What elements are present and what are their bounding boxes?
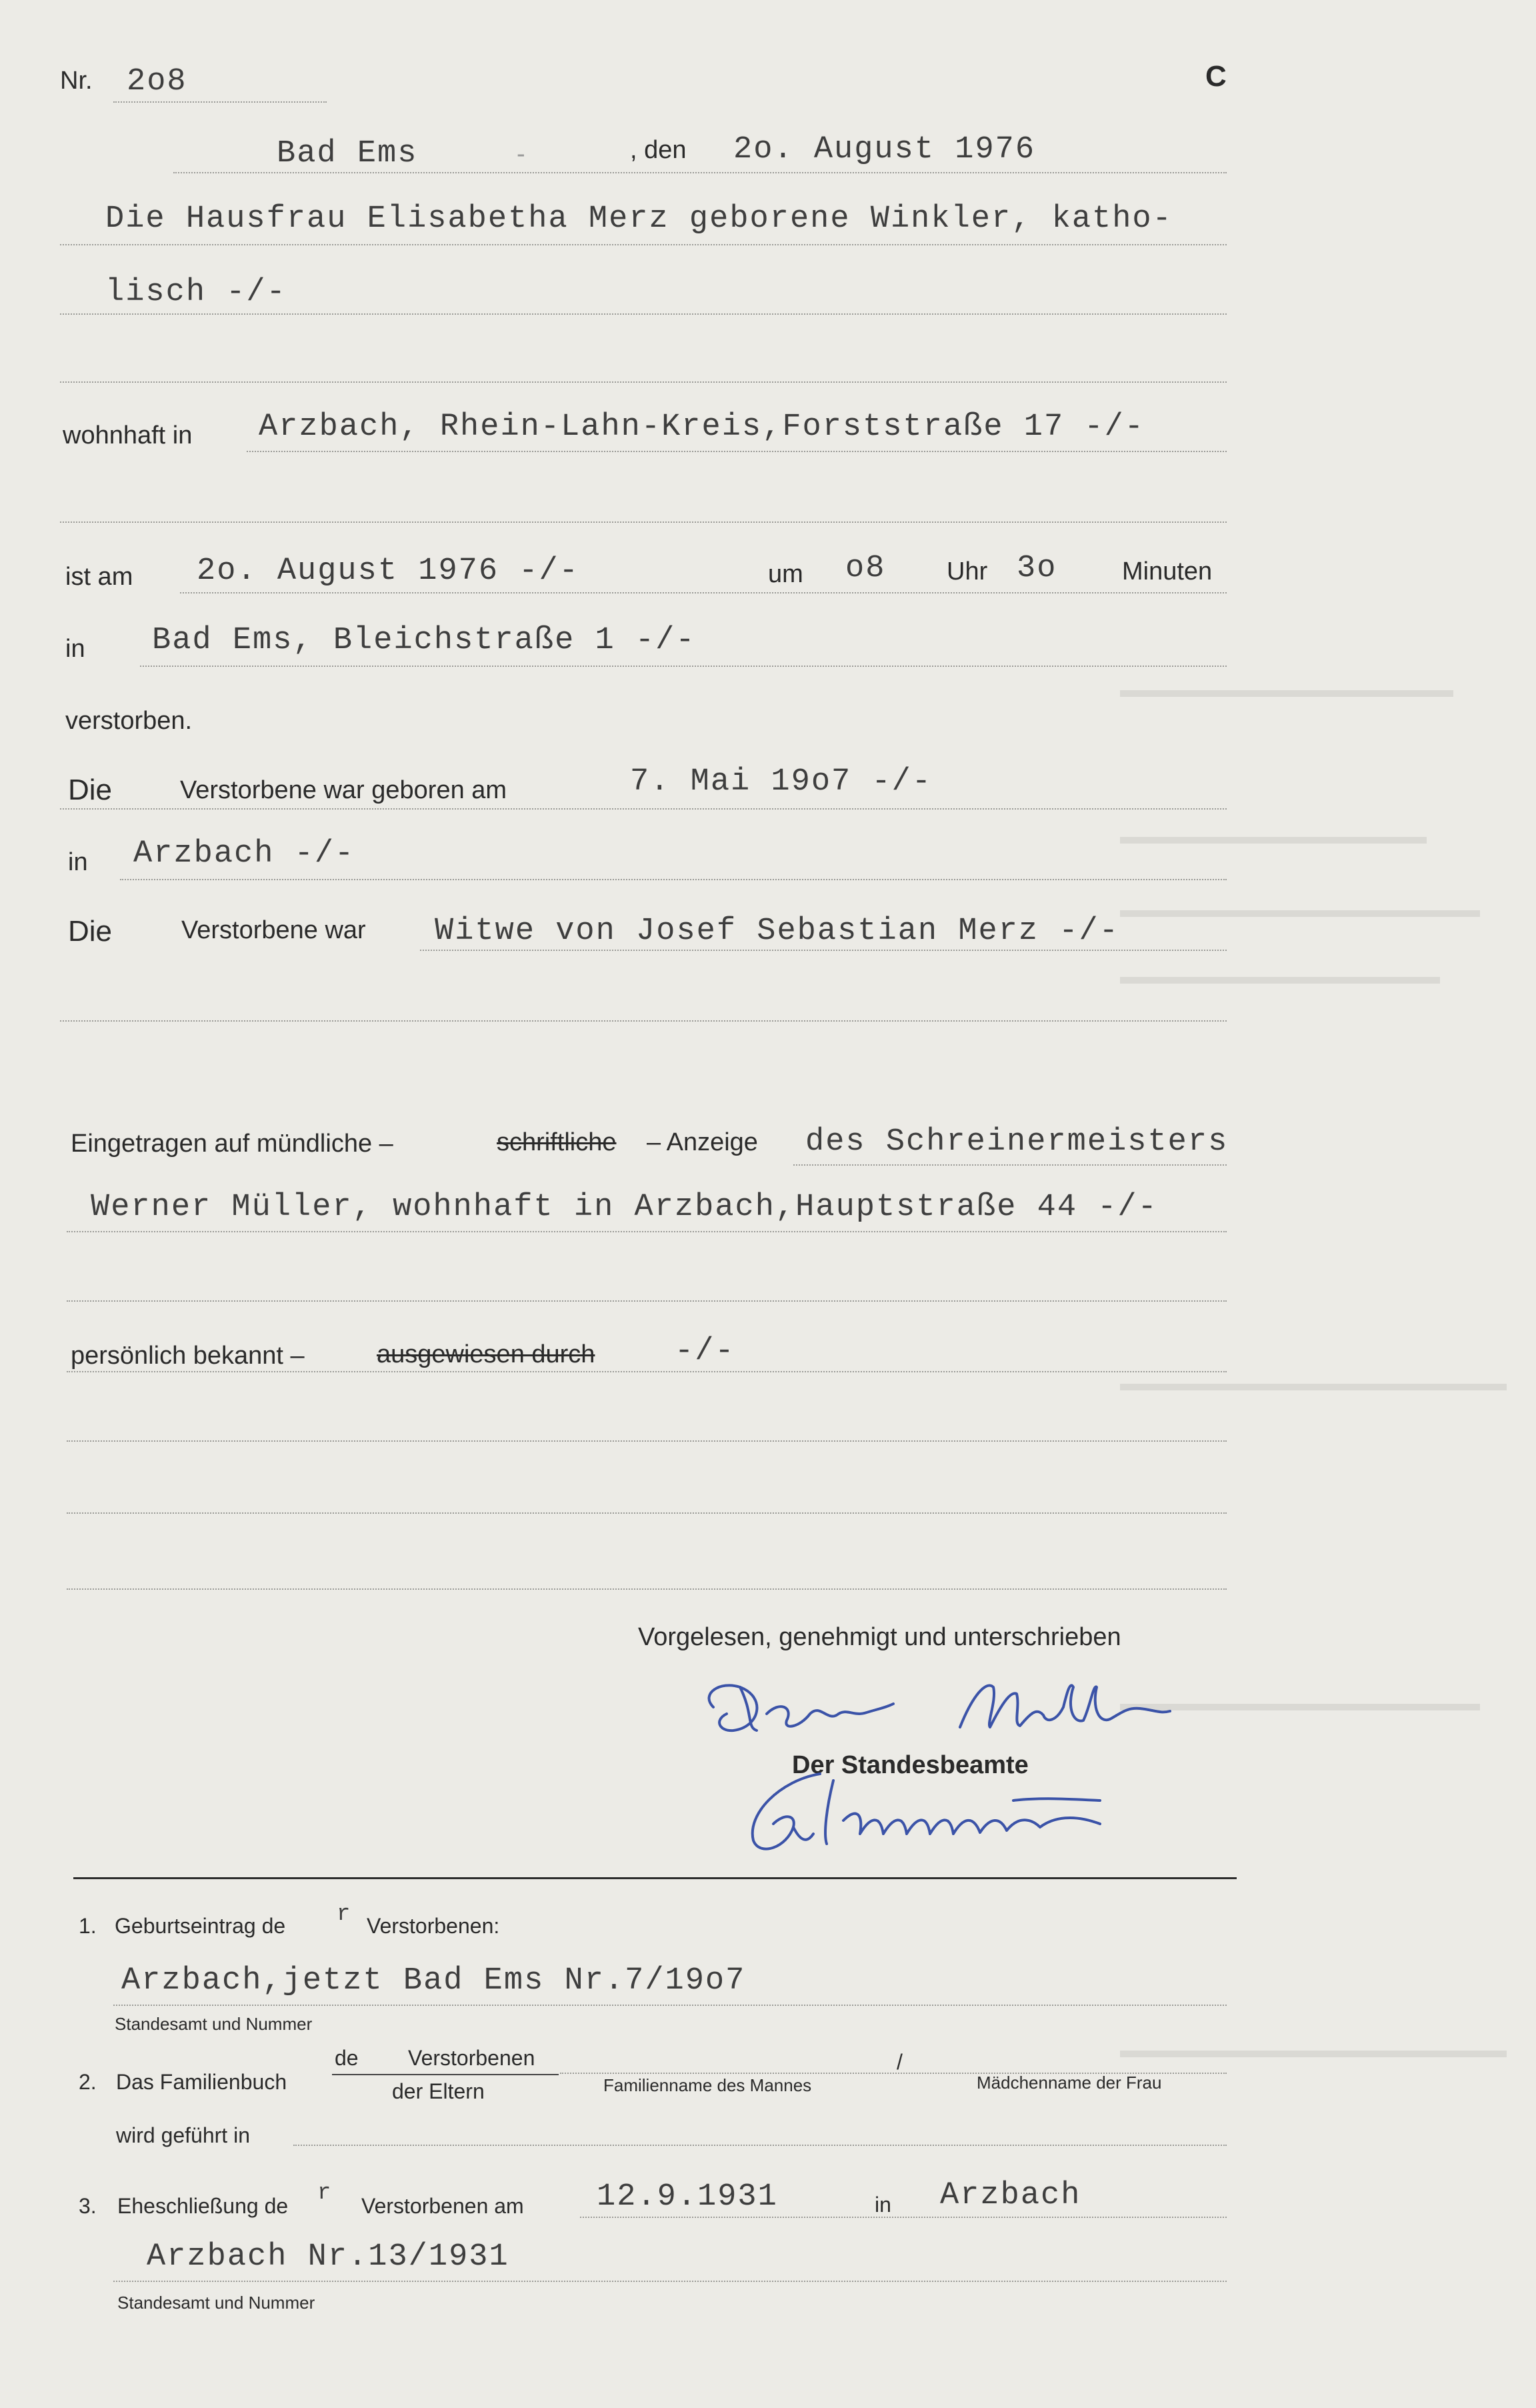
official-label: Der Standesbeamte: [792, 1751, 1029, 1779]
note3-sub: Standesamt und Nummer: [117, 2293, 315, 2313]
note3-num: 3.: [79, 2194, 97, 2218]
note2-verstorbenen: Verstorbenen: [408, 2046, 535, 2070]
um-label: um: [768, 560, 803, 588]
birth-place: Arzbach -/-: [133, 836, 355, 872]
nr-rule: [113, 101, 327, 103]
known-rule: [67, 1371, 1227, 1372]
note3-value: Arzbach Nr.13/1931: [147, 2239, 509, 2275]
uhr-label: Uhr: [947, 557, 988, 585]
death-in-label: in: [65, 635, 85, 663]
place-value: Bad Ems: [277, 136, 418, 171]
status-war-label: Verstorbene war: [181, 916, 366, 944]
approved-text: Vorgelesen, genehmigt und unterschrieben: [638, 1623, 1121, 1651]
note2-num: 2.: [79, 2070, 97, 2094]
note1-sub: Standesamt und Nummer: [115, 2014, 313, 2034]
note2-slash: /: [897, 2050, 903, 2074]
note3-in: in: [875, 2193, 891, 2217]
registration-value2: Werner Müller, wohnhaft in Arzbach,Hauptstraße 44 -/-: [91, 1190, 1158, 1225]
note1-sup: r: [337, 1902, 352, 1927]
registration-mid: – Anzeige: [647, 1128, 758, 1156]
note2-eltern: der Eltern: [392, 2079, 485, 2103]
birth-die-label: Die: [68, 774, 113, 806]
note2-wird-label: wird geführt in: [116, 2123, 250, 2147]
note1-label-a: Geburtseintrag de: [115, 1914, 286, 1938]
note2-de: de: [335, 2046, 359, 2070]
blank-rule3: [67, 1588, 1227, 1590]
birth-in-label: in: [68, 848, 88, 876]
note3-label-b: Verstorbenen am: [361, 2194, 524, 2218]
place-date-rule: [173, 172, 1227, 173]
note3-sup: r: [317, 2181, 333, 2206]
registration-rule3: [67, 1300, 1227, 1302]
known-label: persönlich bekannt –: [71, 1342, 305, 1370]
death-place: Bad Ems, Bleichstraße 1 -/-: [152, 623, 696, 658]
status-value: Witwe von Josef Sebastian Merz -/-: [435, 914, 1119, 949]
registration-rule1: [793, 1164, 1227, 1166]
birth-geboren-label: Verstorbene war geboren am: [180, 776, 507, 804]
death-minute: 3o: [1017, 551, 1057, 586]
note2-wife-label: Mädchenname der Frau: [977, 2073, 1162, 2093]
blank-rule2: [67, 1512, 1227, 1514]
death-date: 2o. August 1976 -/-: [197, 553, 579, 589]
status-rule1: [420, 950, 1227, 951]
note3-label-a: Eheschließung de: [117, 2194, 289, 2218]
person-rule3: [60, 381, 1227, 383]
ist-am-label: ist am: [65, 563, 133, 591]
registration-rule2: [67, 1231, 1227, 1232]
note1-num: 1.: [79, 1914, 97, 1938]
status-die-label: Die: [68, 915, 113, 948]
residence-rule1: [247, 451, 1227, 452]
birth-date-rule: [60, 808, 1227, 810]
status-rule2: [60, 1020, 1227, 1022]
note1-rule: [113, 2005, 1227, 2006]
nr-label: Nr.: [60, 67, 93, 95]
known-value: -/-: [675, 1334, 735, 1369]
note1-value: Arzbach,jetzt Bad Ems Nr.7/19o7: [121, 1963, 746, 1999]
birth-place-rule: [120, 879, 1227, 880]
den-label: , den: [630, 136, 687, 164]
person-line2: lisch -/-: [105, 275, 287, 310]
person-rule1: [60, 244, 1227, 245]
residence-rule2: [60, 521, 1227, 523]
corner-mark: C: [1205, 60, 1227, 93]
note3-place: Arzbach: [940, 2178, 1081, 2213]
death-hour: o8: [845, 551, 886, 586]
place-dash: -: [517, 140, 525, 168]
note3-date: 12.9.1931: [597, 2179, 778, 2215]
person-line1: Die Hausfrau Elisabetha Merz geborene Winkler, katho-: [105, 201, 1173, 237]
note2-label: Das Familienbuch: [116, 2070, 287, 2094]
note3-rule1: [580, 2217, 1227, 2218]
registration-value1: des Schreinermeisters: [805, 1124, 1229, 1160]
note2-rule2: [293, 2145, 1227, 2146]
date-value: 2o. August 1976: [733, 132, 1036, 167]
birth-date: 7. Mai 19o7 -/-: [630, 764, 933, 800]
residence-value: Arzbach, Rhein-Lahn-Kreis,Forststraße 17 -/-: [259, 409, 1145, 445]
note2-husband-label: Familienname des Mannes: [603, 2075, 812, 2095]
minuten-label: Minuten: [1122, 557, 1213, 585]
nr-value: 2o8: [127, 64, 187, 99]
registration-struck: schriftliche: [497, 1128, 617, 1156]
section-divider: [73, 1877, 1237, 1879]
death-date-rule: [180, 592, 1227, 593]
show-through-shadow: [1080, 53, 1536, 2121]
note3-rule2: [113, 2281, 1227, 2282]
blank-rule1: [67, 1440, 1227, 1442]
death-place-rule: [140, 666, 1227, 667]
registration-prefix: Eingetragen auf mündliche –: [71, 1130, 393, 1158]
known-struck: ausgewiesen durch: [377, 1340, 595, 1368]
verstorben-label: verstorben.: [65, 707, 193, 735]
residence-label: wohnhaft in: [63, 421, 193, 449]
note2-fraction-bar: [332, 2074, 559, 2075]
note1-label-b: Verstorbenen:: [367, 1914, 500, 1938]
person-rule2: [60, 313, 1227, 315]
